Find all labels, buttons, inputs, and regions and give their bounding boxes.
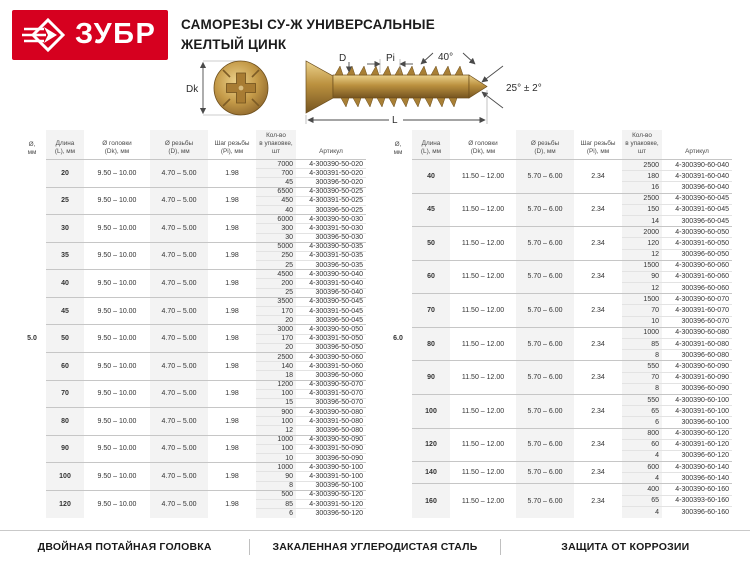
article-number-cell: 4-300391-50-100 [296, 472, 366, 481]
article-number-cell: 4-300391-60-080 [662, 339, 732, 350]
pack-quantity-cell: 4 [622, 506, 662, 518]
diameter-cell: 6.0 [393, 335, 403, 343]
pack-quantity-cell: 550 [622, 361, 662, 372]
thread-diameter-cell: 5.70 – 6.00 [516, 227, 574, 261]
pack-quantity-cell: 6500 [256, 187, 296, 196]
pack-quantity-cell: 1000 [256, 463, 296, 472]
thread-pitch-cell: 1.98 [208, 297, 256, 325]
tip-angle-label: 25° ± 2° [506, 83, 542, 94]
article-number-cell: 300396-60-045 [662, 215, 732, 226]
column-header: Шаг резьбы (Pi), мм [214, 140, 250, 155]
article-number-cell: 300396-50-070 [296, 398, 366, 407]
thread-diameter-cell: 4.70 – 5.00 [150, 380, 208, 408]
article-number-cell: 4-300390-60-080 [662, 327, 732, 338]
thread-diameter-cell: 4.70 – 5.00 [150, 463, 208, 491]
head-diameter-cell: 11.50 – 12.00 [450, 260, 516, 294]
length-cell: 60 [412, 260, 450, 294]
article-number-cell: 300396-50-100 [296, 481, 366, 490]
thread-diameter-cell: 5.70 – 6.00 [516, 428, 574, 462]
article-number-cell: 4-300390-50-120 [296, 490, 366, 499]
column-header: Шаг резьбы (Pi), мм [580, 140, 616, 155]
head-diameter-cell: 9.50 – 10.00 [84, 380, 150, 408]
pack-quantity-cell: 90 [622, 271, 662, 282]
article-number-cell: 4-300391-50-025 [296, 196, 366, 205]
pack-quantity-cell: 1500 [622, 294, 662, 305]
article-number-cell: 4-300390-50-050 [296, 325, 366, 334]
head-diameter-cell: 9.50 – 10.00 [84, 297, 150, 325]
length-cell: 90 [46, 435, 84, 463]
spec-table-diameter-6 [384, 130, 732, 518]
length-cell: 100 [412, 394, 450, 428]
article-number-cell: 4-300391-50-080 [296, 417, 366, 426]
pack-quantity-cell: 45 [256, 178, 296, 187]
head-diameter-cell: 9.50 – 10.00 [84, 352, 150, 380]
spec-tables [18, 130, 732, 518]
article-number-cell: 4-300393-60-160 [662, 495, 732, 506]
length-cell: 70 [412, 294, 450, 328]
length-cell: 90 [412, 361, 450, 395]
thread-pitch-cell: 2.34 [574, 227, 622, 261]
pack-quantity-cell: 2500 [622, 193, 662, 204]
article-number-cell: 300396-60-140 [662, 473, 732, 484]
length-cell: 35 [46, 242, 84, 270]
thread-pitch-cell: 2.34 [574, 327, 622, 361]
article-number-cell: 4-300390-60-100 [662, 394, 732, 405]
thread-diameter-cell: 5.70 – 6.00 [516, 327, 574, 361]
pack-quantity-cell: 600 [622, 462, 662, 473]
article-number-cell: 4-300391-50-090 [296, 444, 366, 453]
pack-quantity-cell: 550 [622, 394, 662, 405]
article-number-cell: 4-300391-60-060 [662, 271, 732, 282]
pack-quantity-cell: 4 [622, 450, 662, 461]
thread-pitch-cell: 2.34 [574, 394, 622, 428]
pack-quantity-cell: 250 [256, 251, 296, 260]
length-cell: 120 [412, 428, 450, 462]
pack-quantity-cell: 5000 [256, 242, 296, 251]
article-number-cell: 4-300391-50-045 [296, 307, 366, 316]
article-number-cell: 300396-60-100 [662, 417, 732, 428]
pack-quantity-cell: 6 [256, 509, 296, 518]
column-header: Артикул [685, 148, 709, 155]
head-diameter-cell: 11.50 – 12.00 [450, 294, 516, 328]
article-number-cell: 4-300390-60-120 [662, 428, 732, 439]
page-title-line2: ЖЕЛТЫЙ ЦИНК [181, 37, 287, 53]
length-cell: 30 [46, 215, 84, 243]
head-diameter-cell: 9.50 – 10.00 [84, 463, 150, 491]
article-number-cell: 300396-60-050 [662, 249, 732, 260]
length-cell: 40 [412, 160, 450, 194]
article-number-cell: 4-300390-60-090 [662, 361, 732, 372]
pack-quantity-cell: 30 [256, 233, 296, 242]
article-number-cell: 4-300390-50-025 [296, 187, 366, 196]
article-number-cell: 4-300390-50-035 [296, 242, 366, 251]
thread-pitch-cell: 1.98 [208, 160, 256, 188]
thread-pitch-cell: 1.98 [208, 325, 256, 353]
pack-quantity-cell: 180 [622, 171, 662, 182]
article-number-cell: 4-300390-50-080 [296, 408, 366, 417]
article-number-cell: 300396-50-080 [296, 426, 366, 435]
pack-quantity-cell: 60 [622, 439, 662, 450]
column-header: Артикул [319, 148, 343, 155]
thread-pitch-cell: 1.98 [208, 270, 256, 298]
length-cell: 60 [46, 352, 84, 380]
feature-double-countersunk-head: ДВОЙНАЯ ПОТАЙНАЯ ГОЛОВКА [37, 541, 212, 553]
head-diameter-cell: 9.50 – 10.00 [84, 325, 150, 353]
pack-quantity-cell: 900 [256, 408, 296, 417]
pack-quantity-cell: 1000 [622, 327, 662, 338]
diameter-cell: 5.0 [27, 335, 37, 343]
article-number-cell: 300396-50-050 [296, 343, 366, 352]
pack-quantity-cell: 4500 [256, 270, 296, 279]
thread-diameter-cell: 4.70 – 5.00 [150, 435, 208, 463]
pack-quantity-cell: 65 [622, 406, 662, 417]
thread-pitch-cell: 2.34 [574, 294, 622, 328]
pack-quantity-cell: 25 [256, 288, 296, 297]
pack-quantity-cell: 18 [256, 371, 296, 380]
column-header: Ø, мм [393, 140, 403, 156]
article-number-cell: 4-300390-60-050 [662, 227, 732, 238]
pack-quantity-cell: 40 [256, 205, 296, 214]
head-diameter-cell: 11.50 – 12.00 [450, 327, 516, 361]
pack-quantity-cell: 100 [256, 417, 296, 426]
length-cell: 80 [412, 327, 450, 361]
article-number-cell: 4-300390-50-030 [296, 215, 366, 224]
thread-pitch-cell: 2.34 [574, 484, 622, 518]
article-number-cell: 300396-50-035 [296, 261, 366, 270]
article-number-cell: 4-300390-50-090 [296, 435, 366, 444]
pack-quantity-cell: 400 [622, 484, 662, 495]
head-diameter-cell: 9.50 – 10.00 [84, 408, 150, 436]
pi-dimension-label: Pi [386, 53, 395, 64]
thread-pitch-cell: 2.34 [574, 160, 622, 194]
page-title-line1: САМОРЕЗЫ СУ-Ж УНИВЕРСАЛЬНЫЕ [181, 17, 435, 32]
article-number-cell: 4-300390-60-060 [662, 260, 732, 271]
thread-diameter-cell: 5.70 – 6.00 [516, 193, 574, 227]
article-number-cell: 300396-50-045 [296, 316, 366, 325]
head-diameter-cell: 9.50 – 10.00 [84, 187, 150, 215]
screw-side-view [306, 52, 542, 126]
thread-diameter-cell: 4.70 – 5.00 [150, 325, 208, 353]
screw-technical-drawing [183, 50, 555, 128]
length-dimension-label: L [392, 115, 398, 126]
pack-quantity-cell: 65 [622, 495, 662, 506]
article-number-cell: 4-300390-50-020 [296, 160, 366, 169]
pack-quantity-cell: 20 [256, 316, 296, 325]
article-number-cell: 300396-50-090 [296, 454, 366, 463]
head-diameter-cell: 9.50 – 10.00 [84, 270, 150, 298]
pack-quantity-cell: 1000 [256, 435, 296, 444]
thread-pitch-cell: 1.98 [208, 380, 256, 408]
pack-quantity-cell: 300 [256, 224, 296, 233]
pack-quantity-cell: 450 [256, 196, 296, 205]
article-number-cell: 4-300391-50-070 [296, 389, 366, 398]
length-cell: 100 [46, 463, 84, 491]
thread-diameter-cell: 4.70 – 5.00 [150, 215, 208, 243]
pack-quantity-cell: 700 [256, 169, 296, 178]
column-header: Ø резьбы (D), мм [530, 140, 560, 155]
pack-quantity-cell: 85 [622, 339, 662, 350]
article-number-cell: 300396-50-020 [296, 178, 366, 187]
thread-diameter-cell: 5.70 – 6.00 [516, 260, 574, 294]
pack-quantity-cell: 2000 [622, 227, 662, 238]
column-header: Кол-во в упаковке, шт [259, 132, 293, 155]
d-dimension-label: D [339, 53, 347, 64]
article-number-cell: 4-300391-60-090 [662, 372, 732, 383]
article-number-cell: 4-300390-60-045 [662, 193, 732, 204]
pack-quantity-cell: 15 [256, 398, 296, 407]
head-diameter-cell: 11.50 – 12.00 [450, 193, 516, 227]
zubr-bison-icon [22, 15, 68, 55]
article-number-cell: 4-300391-60-070 [662, 305, 732, 316]
length-cell: 40 [46, 270, 84, 298]
brand-logo [12, 10, 168, 60]
thread-pitch-cell: 1.98 [208, 242, 256, 270]
features-footer [0, 530, 750, 555]
thread-diameter-cell: 4.70 – 5.00 [150, 490, 208, 518]
article-number-cell: 4-300391-50-050 [296, 334, 366, 343]
thread-diameter-cell: 5.70 – 6.00 [516, 462, 574, 484]
article-number-cell: 4-300390-50-040 [296, 270, 366, 279]
thread-diameter-cell: 4.70 – 5.00 [150, 160, 208, 188]
article-number-cell: 300396-50-120 [296, 509, 366, 518]
thread-pitch-cell: 2.34 [574, 428, 622, 462]
pack-quantity-cell: 150 [622, 204, 662, 215]
column-header: Ø головки (Dk), мм [102, 140, 132, 155]
thread-pitch-cell: 2.34 [574, 462, 622, 484]
head-diameter-cell: 9.50 – 10.00 [84, 160, 150, 188]
length-cell: 70 [46, 380, 84, 408]
length-cell: 50 [412, 227, 450, 261]
pack-quantity-cell: 170 [256, 334, 296, 343]
length-cell: 120 [46, 490, 84, 518]
article-number-cell: 4-300391-50-040 [296, 279, 366, 288]
pack-quantity-cell: 85 [256, 499, 296, 508]
pack-quantity-cell: 25 [256, 261, 296, 270]
thread-diameter-cell: 5.70 – 6.00 [516, 394, 574, 428]
pack-quantity-cell: 20 [256, 343, 296, 352]
article-number-cell: 4-300390-60-160 [662, 484, 732, 495]
thread-diameter-cell: 4.70 – 5.00 [150, 352, 208, 380]
head-diameter-cell: 9.50 – 10.00 [84, 490, 150, 518]
head-diameter-cell: 9.50 – 10.00 [84, 215, 150, 243]
pack-quantity-cell: 12 [622, 249, 662, 260]
spec-table-diameter-5 [18, 130, 366, 518]
thread-pitch-cell: 1.98 [208, 352, 256, 380]
pack-quantity-cell: 90 [256, 472, 296, 481]
head-angle-label: 40° [438, 52, 454, 63]
article-number-cell: 4-300390-50-070 [296, 380, 366, 389]
column-header: Кол-во в упаковке, шт [625, 132, 659, 155]
article-number-cell: 4-300391-50-120 [296, 499, 366, 508]
pack-quantity-cell: 3000 [256, 325, 296, 334]
article-number-cell: 4-300390-50-060 [296, 352, 366, 361]
pack-quantity-cell: 6000 [256, 215, 296, 224]
pack-quantity-cell: 8 [622, 383, 662, 394]
pack-quantity-cell: 140 [256, 362, 296, 371]
article-number-cell: 300396-50-060 [296, 371, 366, 380]
article-number-cell: 4-300391-60-045 [662, 204, 732, 215]
column-header: Длина (L), мм [420, 140, 442, 155]
thread-pitch-cell: 1.98 [208, 463, 256, 491]
article-number-cell: 4-300391-50-030 [296, 224, 366, 233]
length-cell: 45 [46, 297, 84, 325]
article-number-cell: 4-300390-50-045 [296, 297, 366, 306]
article-number-cell: 4-300391-50-020 [296, 169, 366, 178]
pack-quantity-cell: 8 [622, 350, 662, 361]
article-number-cell: 4-300390-60-140 [662, 462, 732, 473]
pack-quantity-cell: 16 [622, 182, 662, 193]
pack-quantity-cell: 100 [256, 444, 296, 453]
thread-diameter-cell: 5.70 – 6.00 [516, 160, 574, 194]
column-header: Длина (L), мм [54, 140, 76, 155]
head-diameter-cell: 11.50 – 12.00 [450, 361, 516, 395]
feature-hardened-carbon-steel: ЗАКАЛЕННАЯ УГЛЕРОДИСТАЯ СТАЛЬ [272, 541, 478, 553]
pack-quantity-cell: 70 [622, 305, 662, 316]
thread-pitch-cell: 1.98 [208, 187, 256, 215]
pack-quantity-cell: 170 [256, 307, 296, 316]
pack-quantity-cell: 14 [622, 215, 662, 226]
brand-name: ЗУБР [75, 17, 157, 50]
article-number-cell: 4-300391-60-100 [662, 406, 732, 417]
length-cell: 45 [412, 193, 450, 227]
article-number-cell: 300396-60-090 [662, 383, 732, 394]
length-cell: 20 [46, 160, 84, 188]
thread-diameter-cell: 4.70 – 5.00 [150, 408, 208, 436]
pack-quantity-cell: 1500 [622, 260, 662, 271]
head-diameter-cell: 11.50 – 12.00 [450, 394, 516, 428]
article-number-cell: 300396-50-025 [296, 205, 366, 214]
pack-quantity-cell: 2500 [622, 160, 662, 171]
thread-pitch-cell: 1.98 [208, 435, 256, 463]
thread-diameter-cell: 4.70 – 5.00 [150, 242, 208, 270]
pack-quantity-cell: 500 [256, 490, 296, 499]
length-cell: 140 [412, 462, 450, 484]
dk-dimension-label: Dk [186, 84, 199, 95]
article-number-cell: 300396-60-160 [662, 506, 732, 518]
article-number-cell: 300396-50-040 [296, 288, 366, 297]
head-diameter-cell: 9.50 – 10.00 [84, 435, 150, 463]
head-diameter-cell: 11.50 – 12.00 [450, 462, 516, 484]
head-diameter-cell: 11.50 – 12.00 [450, 428, 516, 462]
pack-quantity-cell: 800 [622, 428, 662, 439]
head-diameter-cell: 11.50 – 12.00 [450, 160, 516, 194]
pack-quantity-cell: 70 [622, 372, 662, 383]
article-number-cell: 4-300390-50-100 [296, 463, 366, 472]
article-number-cell: 4-300391-50-060 [296, 362, 366, 371]
length-cell: 25 [46, 187, 84, 215]
head-diameter-cell: 11.50 – 12.00 [450, 484, 516, 518]
pack-quantity-cell: 10 [256, 454, 296, 463]
article-number-cell: 300396-60-040 [662, 182, 732, 193]
article-number-cell: 4-300391-60-040 [662, 171, 732, 182]
pack-quantity-cell: 7000 [256, 160, 296, 169]
screw-head-top-view [186, 61, 268, 115]
pack-quantity-cell: 1200 [256, 380, 296, 389]
article-number-cell: 300396-60-080 [662, 350, 732, 361]
thread-pitch-cell: 1.98 [208, 215, 256, 243]
pack-quantity-cell: 4 [622, 473, 662, 484]
thread-pitch-cell: 2.34 [574, 193, 622, 227]
column-header: Ø головки (Dk), мм [468, 140, 498, 155]
column-header: Ø, мм [27, 140, 37, 156]
pack-quantity-cell: 10 [622, 316, 662, 327]
length-cell: 160 [412, 484, 450, 518]
article-number-cell: 300396-50-030 [296, 233, 366, 242]
length-cell: 50 [46, 325, 84, 353]
pack-quantity-cell: 200 [256, 279, 296, 288]
article-number-cell: 4-300390-60-070 [662, 294, 732, 305]
thread-pitch-cell: 1.98 [208, 408, 256, 436]
article-number-cell: 4-300390-60-040 [662, 160, 732, 171]
article-number-cell: 300396-60-120 [662, 450, 732, 461]
thread-diameter-cell: 4.70 – 5.00 [150, 297, 208, 325]
thread-pitch-cell: 1.98 [208, 490, 256, 518]
thread-pitch-cell: 2.34 [574, 361, 622, 395]
article-number-cell: 4-300391-50-035 [296, 251, 366, 260]
head-diameter-cell: 9.50 – 10.00 [84, 242, 150, 270]
thread-diameter-cell: 4.70 – 5.00 [150, 270, 208, 298]
thread-pitch-cell: 2.34 [574, 260, 622, 294]
feature-corrosion-protection: ЗАЩИТА ОТ КОРРОЗИИ [561, 541, 690, 553]
article-number-cell: 300396-60-060 [662, 283, 732, 294]
article-number-cell: 300396-60-070 [662, 316, 732, 327]
thread-diameter-cell: 5.70 – 6.00 [516, 294, 574, 328]
pack-quantity-cell: 12 [622, 283, 662, 294]
thread-diameter-cell: 4.70 – 5.00 [150, 187, 208, 215]
column-header: Ø резьбы (D), мм [164, 140, 194, 155]
head-diameter-cell: 11.50 – 12.00 [450, 227, 516, 261]
thread-diameter-cell: 5.70 – 6.00 [516, 484, 574, 518]
length-cell: 80 [46, 408, 84, 436]
pack-quantity-cell: 8 [256, 481, 296, 490]
pack-quantity-cell: 12 [256, 426, 296, 435]
article-number-cell: 4-300391-60-050 [662, 238, 732, 249]
thread-diameter-cell: 5.70 – 6.00 [516, 361, 574, 395]
pack-quantity-cell: 2500 [256, 352, 296, 361]
article-number-cell: 4-300391-60-120 [662, 439, 732, 450]
pack-quantity-cell: 6 [622, 417, 662, 428]
pack-quantity-cell: 120 [622, 238, 662, 249]
pack-quantity-cell: 100 [256, 389, 296, 398]
pack-quantity-cell: 3500 [256, 297, 296, 306]
